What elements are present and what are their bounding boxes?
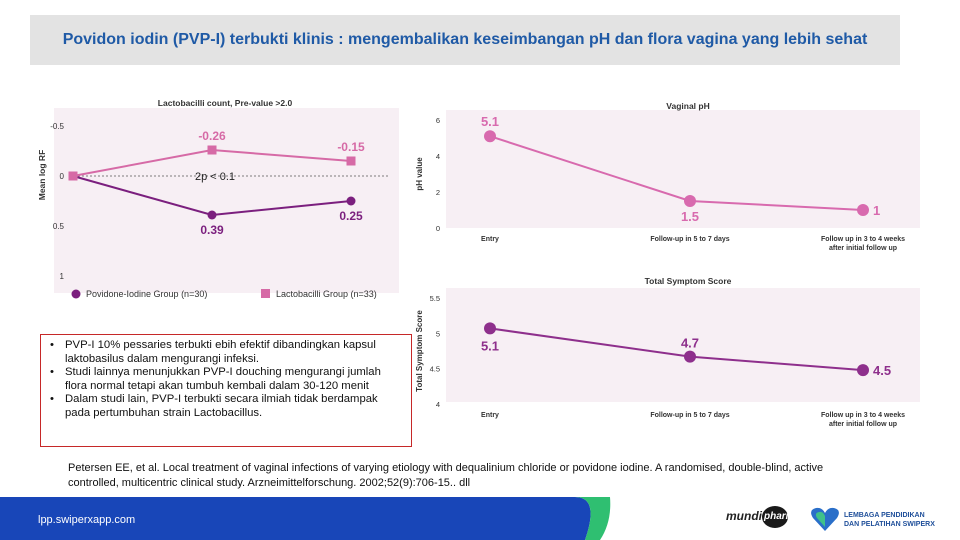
y-tick-label: 5	[435, 329, 440, 339]
y-tick-label: 4	[435, 400, 440, 409]
data-label: 0.39	[200, 223, 224, 237]
vaginal-ph-chart-svg	[410, 100, 920, 260]
data-point	[857, 364, 869, 376]
chart-title: Vaginal pH	[666, 101, 710, 111]
mundipharma-logo-right: pharma	[762, 506, 788, 528]
data-point	[208, 211, 217, 220]
x-tick-label: Follow-up in 5 to 7 days	[650, 236, 730, 243]
data-label: 4.7	[680, 335, 700, 351]
data-point	[484, 322, 496, 334]
x-tick-label: Follow up in 3 to 4 weeks	[820, 236, 906, 243]
slide-title: Povidon iodin (PVP-I) terbukti klinis : mengembalikan keseimbangan pH dan flora vagina yang lebih sehat	[62, 31, 868, 48]
mundipharma-logo-left: mundi	[726, 509, 762, 524]
chart-title: Lactobacilli count, Pre-value >2.0	[157, 98, 293, 108]
y-tick-label: -0.5	[50, 122, 64, 131]
lppw-logo	[810, 505, 960, 535]
bullet-box	[40, 334, 412, 447]
data-label: -0.15	[337, 140, 365, 154]
y-axis-label: Total Symptom Score	[415, 310, 424, 392]
data-label: 5.1	[480, 338, 500, 354]
data-point	[208, 146, 217, 155]
chart-title: Total Symptom Score	[644, 276, 732, 286]
x-tick-label: after initial follow up	[828, 245, 898, 252]
lppw-logo-line2: DAN PELATIHAN SWIPERX	[844, 521, 935, 528]
lactobacilli-chart	[30, 80, 405, 310]
legend-marker-povidone	[72, 290, 81, 299]
data-label: 1.5	[680, 209, 700, 224]
y-axis-label: pH value	[415, 157, 424, 191]
data-label: 1	[873, 203, 881, 218]
y-tick-label: 0.5	[52, 222, 64, 231]
data-point	[347, 197, 356, 206]
data-label: 5.1	[480, 114, 500, 130]
y-tick-label: 2	[435, 188, 440, 197]
slide-title-bar	[30, 15, 900, 65]
x-tick-label: Follow up in 3 to 4 weeks	[820, 412, 906, 419]
significance-annotation: 2p < 0.1	[194, 171, 236, 183]
y-axis-label: Mean log RF	[37, 149, 47, 201]
y-tick-label: 4.5	[429, 364, 440, 374]
bullet-item: • PVP-I 10% pessaries terbukti ebih efektif dibandingkan kapsul laktobasilus dalam mengurangi infeksi.	[65, 339, 403, 366]
heart-icon	[810, 505, 840, 533]
y-tick-label: 0	[59, 172, 64, 181]
data-point	[857, 204, 869, 216]
y-tick-label: 6	[435, 116, 440, 125]
symptom-score-chart-svg	[410, 270, 920, 435]
lactobacilli-chart-svg	[30, 80, 405, 310]
x-tick-label: after initial follow up	[828, 421, 898, 428]
data-point	[684, 195, 696, 207]
lppw-logo-line1: LEMBAGA PENDIDIKAN	[844, 512, 925, 519]
bullet-item: • Studi lainnya menunjukkan PVP-I douching mengurangi jumlah flora normal tetapi akan tumbuh kembali dalam 30-120 menit	[65, 366, 403, 393]
data-point	[69, 172, 78, 181]
y-tick-label: 5.5	[429, 294, 440, 303]
y-tick-label: 1	[59, 272, 64, 281]
x-tick-label: Follow-up in 5 to 7 days	[650, 412, 730, 419]
y-tick-label: 4	[435, 152, 440, 161]
footer-url[interactable]: lpp.swiperxapp.com	[38, 514, 136, 526]
data-point	[684, 351, 696, 363]
bullet-list	[47, 339, 403, 420]
x-tick-label: Entry	[481, 236, 499, 243]
legend-label-povidone: Povidone-Iodine Group (n=30)	[86, 289, 208, 299]
x-tick-label: Entry	[481, 412, 499, 419]
data-label: 4.5	[873, 363, 892, 379]
mundipharma-logo	[726, 506, 801, 528]
lppw-logo-text	[844, 511, 935, 529]
data-label: 0.25	[339, 209, 363, 223]
vaginal-ph-chart	[410, 100, 920, 260]
y-tick-label: 0	[435, 224, 440, 233]
reference-text: Petersen EE, et al. Local treatment of vaginal infections of varying etiology with dequalinium chloride or povidone iodine. A randomised, double-blind, active controlled, multicentric clinical study. Arzneimittelforschung. 2002;52(9):706-15.. dll	[68, 462, 824, 489]
symptom-score-chart	[410, 270, 920, 435]
data-label: -0.26	[198, 129, 226, 143]
data-point	[347, 157, 356, 166]
legend-marker-lactobacilli	[261, 289, 270, 298]
legend-label-lactobacilli: Lactobacilli Group (n=33)	[276, 289, 377, 299]
data-point	[484, 130, 496, 142]
bullet-item: • Dalam studi lain, PVP-I terbukti secara ilmiah tidak berdampak pada pertumbuhan strain Lactobacillus.	[65, 393, 403, 420]
